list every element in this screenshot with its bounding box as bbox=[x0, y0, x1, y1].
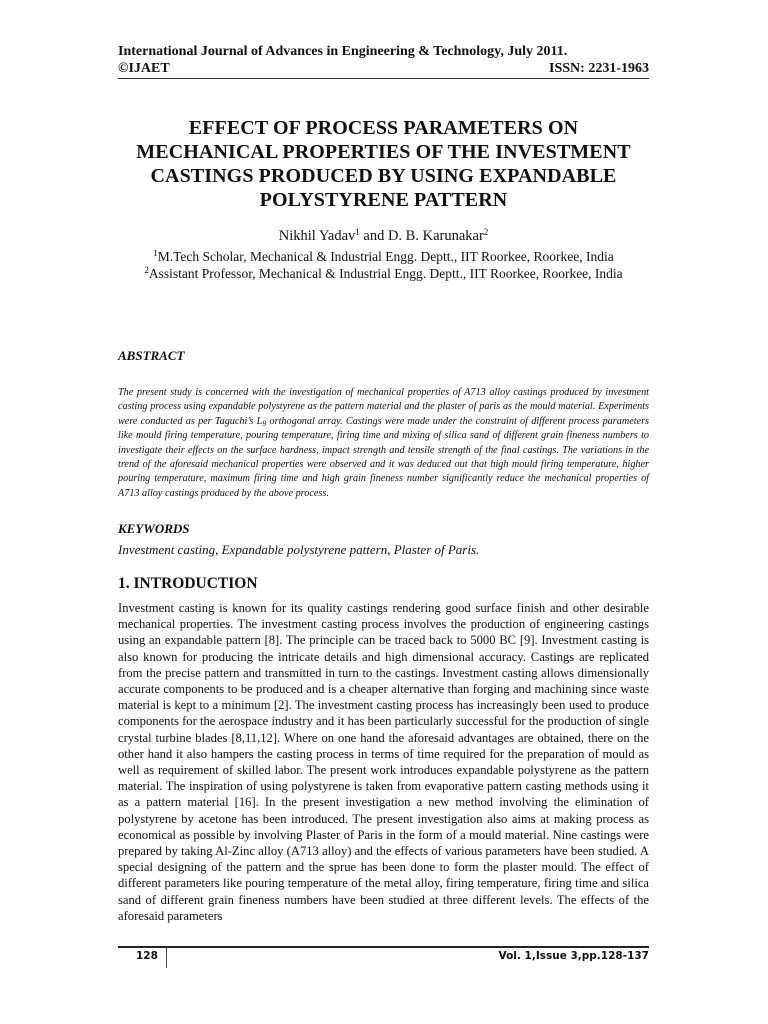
keywords-heading: KEYWORDS bbox=[118, 521, 190, 536]
header-rule bbox=[118, 78, 649, 79]
introduction-body: Investment casting is known for its quality castings rendering good surface finish and other desirable mechanical properties. The investment casting process involves the production of engineering castings using an expandable pattern [8]. The principle can be traced back to 5000 BC [9]. Investment casting is also known for producing the intricate details and high dimensional accuracy. Castings are replicated from the precise pattern and transmitted in turn to the castings. Investment casting allows dimensionally accurate components to be produced and is a cheaper alternative than forging and machining since waste material is kept to a minimum [2]. The investment casting process has increasingly been used to produce components for the aerospace industry and it has been particularly successful for the production of single crystal turbine blades [8,11,12]. Where on one hand the aforesaid advantages are obtained, there on the other hand it also hampers the casting process in terms of time required for the preparation of mould as well as requirement of skilled labor. The present work introduces expandable polystyrene as the pattern material. The inspiration of using polystyrene is taken from evaporative pattern casting methods using it as a pattern material [16]. In the present investigation a new method involving the elimination of polystyrene by acetone has been introduced. The present investigation also aims at making process as economical as possible by involving Plaster of Paris in the form of a mould material. Nine castings were prepared by taking Al-Zinc alloy (A713 alloy) and the effects of various parameters have been studied. A special designing of the pattern and the sprue has been done to form the plaster mould. The effect of different parameters like pouring temperature of the metal alloy, firing temperature, firing time and silica sand of different grain fineness numbers have been studied at three different levels. The effects of the aforesaid parameters bbox=[118, 601, 649, 923]
affiliation-1-text: M.Tech Scholar, Mechanical & Industrial Engg. Deptt., IIT Roorkee, Roorkee, India bbox=[157, 249, 614, 264]
affiliation-2-text: Assistant Professor, Mechanical & Industrial Engg. Deptt., IIT Roorkee, Roorkee, India bbox=[148, 266, 623, 281]
footer-rule bbox=[118, 946, 649, 948]
journal-name: International Journal of Advances in Engineering & Technology, July 2011. bbox=[118, 44, 568, 59]
affiliation-1-sup: 1 bbox=[153, 248, 158, 258]
affiliation-1 bbox=[110, 248, 657, 265]
title-line-3: CASTINGS PRODUCED BY USING EXPANDABLE bbox=[150, 165, 617, 187]
journal-header bbox=[118, 43, 649, 77]
affiliation-2 bbox=[110, 265, 657, 282]
introduction-heading: 1. INTRODUCTION bbox=[118, 575, 258, 592]
copyright-label: ©IJAET bbox=[118, 61, 170, 76]
taguchi-subscript: 9 bbox=[262, 418, 267, 428]
abstract-text-2: orthogonal array. Castings were made under the constraint of different process parameters like mould firing temperature, pouring temperature, firing time and mixing of silica sand of different grain fineness numbers to investigate their effects on the surface hardness, impact strength and tensile strength of the final castings. The variations in the trend of the aforesaid mechanical properties were observed and it was deduced out that high mould firing temperature, higher pouring temperature, maximum firing time and high grain fineness number significantly reduce the mechanical properties of A713 alloy castings produced by the above process. bbox=[118, 415, 649, 499]
paper-title bbox=[110, 116, 657, 212]
issn-label: ISSN: 2231-1963 bbox=[549, 61, 649, 76]
abstract-text-1: The present study is concerned with the investigation of mechanical properties of A713 alloy castings produced by investment casting process using expandable polystyrene as the pattern material and the plaster of paris as the mould material. Experiments were conducted as per Taguchi’s L bbox=[118, 387, 649, 427]
footer-divider bbox=[166, 948, 167, 968]
author-list bbox=[118, 227, 649, 245]
abstract-heading: ABSTRACT bbox=[118, 348, 185, 363]
title-line-4: POLYSTYRENE PATTERN bbox=[259, 189, 508, 211]
volume-issue-label: Vol. 1,Issue 3,pp.128-137 bbox=[498, 950, 649, 962]
author-2-sup: 2 bbox=[483, 227, 489, 237]
title-line-1: EFFECT OF PROCESS PARAMETERS ON bbox=[188, 117, 579, 139]
abstract-body bbox=[118, 386, 649, 501]
author-2: and D. B. Karunakar bbox=[359, 228, 484, 244]
keywords-text: Investment casting, Expandable polystyrene pattern, Plaster of Paris. bbox=[118, 542, 480, 557]
title-line-2: MECHANICAL PROPERTIES OF THE INVESTMENT bbox=[136, 141, 631, 163]
author-1: Nikhil Yadav bbox=[278, 228, 356, 244]
affiliation-2-sup: 2 bbox=[144, 265, 149, 275]
author-1-sup: 1 bbox=[355, 227, 360, 237]
page-number: 128 bbox=[136, 950, 158, 962]
